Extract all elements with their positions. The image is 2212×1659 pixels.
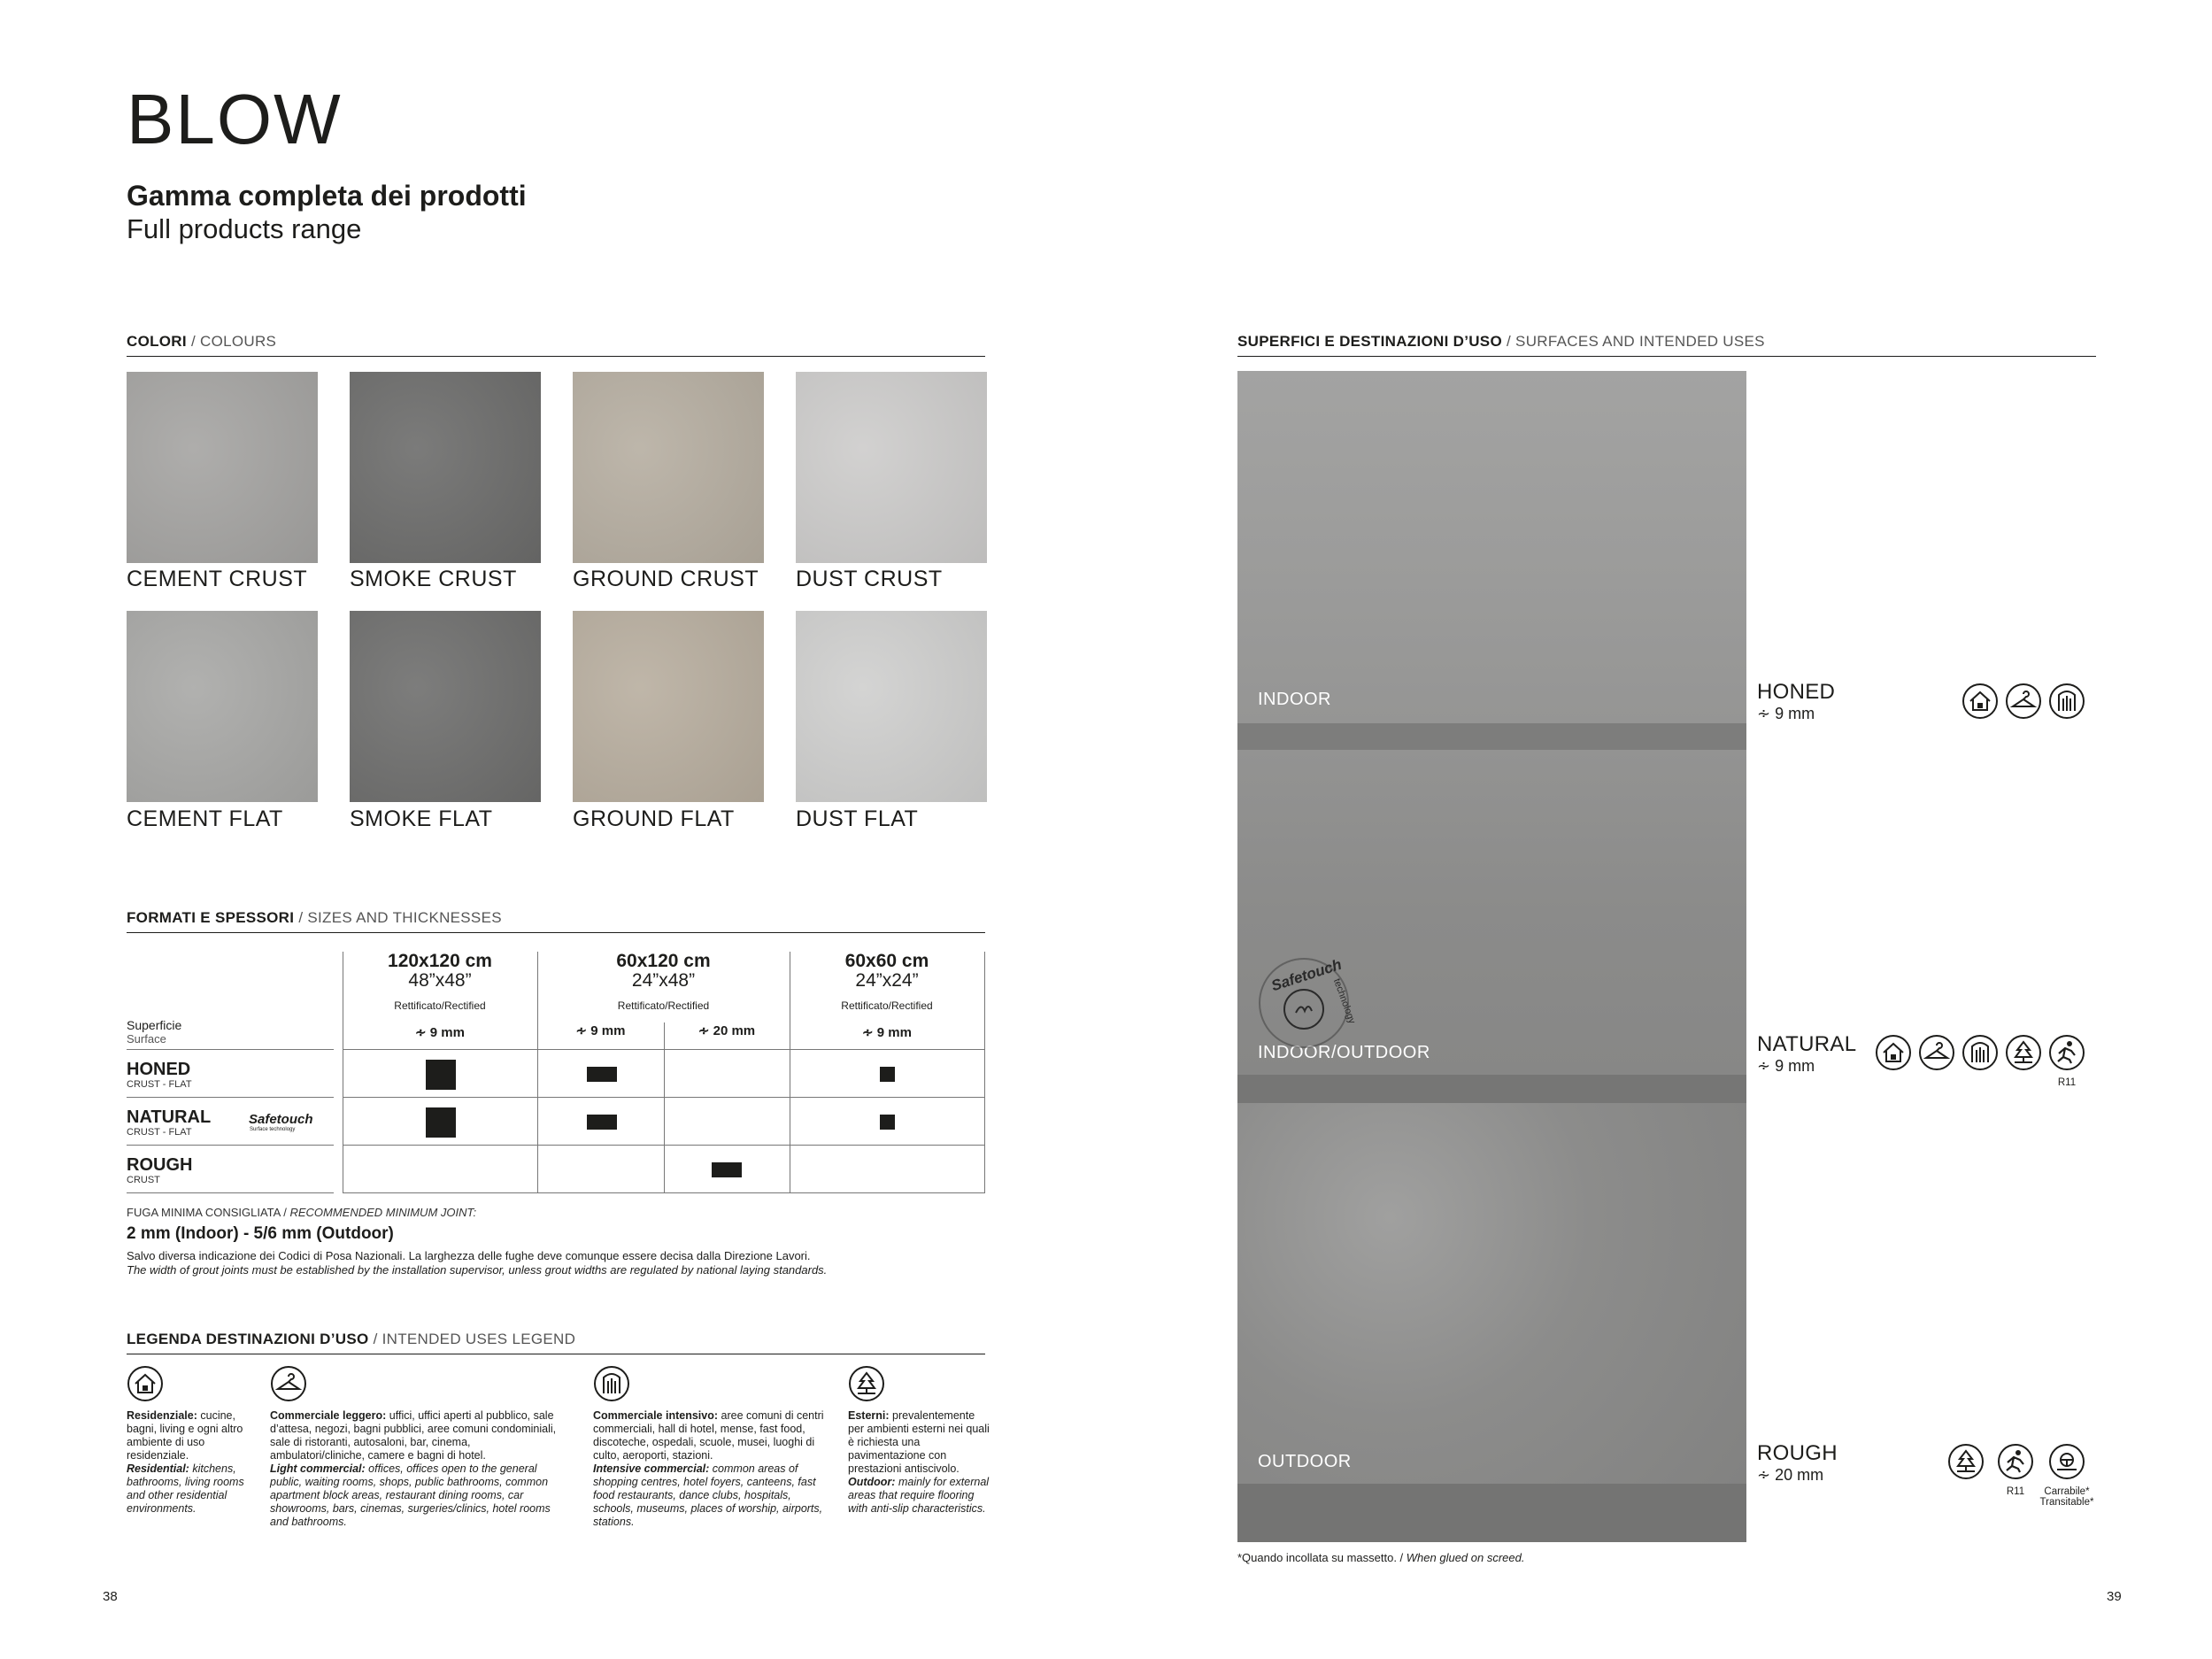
available-mark-honed-60x120-9 bbox=[587, 1067, 617, 1082]
thickness-icon: ∻ bbox=[1757, 705, 1776, 722]
joint-label-it: FUGA MINIMA CONSIGLIATA / bbox=[127, 1206, 287, 1219]
thickness-value: 20 mm bbox=[1775, 1466, 1824, 1484]
legend-residential bbox=[127, 1409, 259, 1516]
surface-photo-edge bbox=[1237, 723, 1746, 750]
transitabile-label: Transitable* bbox=[2039, 1497, 2094, 1508]
table-divider bbox=[343, 1145, 985, 1146]
available-mark-rough-60x120-20 bbox=[712, 1162, 742, 1177]
colours-heading-it: COLORI bbox=[127, 333, 187, 350]
photo-label-indoor: INDOOR bbox=[1258, 690, 1331, 709]
legend-title-it: Esterni: bbox=[848, 1409, 890, 1422]
joint-label bbox=[127, 1206, 476, 1219]
format-size-cm: 60x60 cm bbox=[844, 951, 929, 971]
swatch-label: GROUND FLAT bbox=[573, 806, 735, 831]
available-mark-natural-60x60 bbox=[880, 1115, 895, 1130]
swatch-smoke-crust bbox=[350, 372, 541, 563]
table-divider bbox=[343, 1097, 985, 1098]
row-rough-name: ROUGH bbox=[127, 1155, 193, 1175]
joint-note-en: The width of grout joints must be established by the installation supervisor, unless grout widths are regulated by national laying standards. bbox=[127, 1263, 828, 1277]
table-divider bbox=[984, 952, 985, 1193]
format-column-120x120 bbox=[343, 952, 537, 1040]
legend-heading bbox=[127, 1331, 985, 1354]
safetouch-badge: Safetouch bbox=[249, 1112, 313, 1127]
format-rectified: Rettificato/Rectified bbox=[841, 999, 933, 1013]
row-natural-name: NATURAL bbox=[127, 1107, 212, 1127]
surface-photo-edge bbox=[1237, 1075, 1746, 1103]
thickness-icon: ∻ bbox=[1757, 1057, 1776, 1075]
footnote-it: *Quando incollata su massetto. bbox=[1237, 1551, 1397, 1564]
format-size-in: 48”x48” bbox=[408, 970, 472, 992]
swatch-cement-crust bbox=[127, 372, 318, 563]
swatch-label: DUST FLAT bbox=[796, 806, 919, 831]
swatch-smoke-flat bbox=[350, 611, 541, 802]
joint-label-en: RECOMMENDED MINIMUM JOINT: bbox=[289, 1206, 477, 1219]
surface-name-honed: HONED bbox=[1757, 680, 1836, 704]
legend-text-en: kitchens, bathrooms, living rooms and other residential environments. bbox=[127, 1462, 244, 1515]
format-size-cm: 120x120 cm bbox=[388, 951, 492, 971]
formats-heading-it: FORMATI E SPESSORI bbox=[127, 909, 295, 926]
safetouch-seal-sub: technology bbox=[1330, 976, 1358, 1026]
thickness-header bbox=[664, 1022, 790, 1038]
safetouch-badge-sub: Surface technology bbox=[250, 1127, 296, 1132]
row-rough-sub: CRUST bbox=[127, 1175, 160, 1185]
building-icon bbox=[1962, 1034, 1999, 1071]
surfaces-heading-it: SUPERFICI E DESTINAZIONI D’USO bbox=[1237, 333, 1502, 350]
format-column-60x120 bbox=[537, 952, 790, 1012]
legend-title-en: Light commercial: bbox=[270, 1462, 366, 1475]
tree-icon bbox=[1947, 1443, 1985, 1480]
thickness-value: 9 mm bbox=[429, 1025, 465, 1041]
thickness-icon: ∻ bbox=[415, 1025, 430, 1041]
tree-icon bbox=[2005, 1034, 2042, 1071]
surface-name-rough: ROUGH bbox=[1757, 1441, 1838, 1465]
r-class-rough: R11 bbox=[2006, 1486, 2025, 1497]
format-rectified: Rettificato/Rectified bbox=[617, 999, 710, 1013]
available-mark-natural-60x120-9 bbox=[587, 1115, 617, 1130]
table-divider bbox=[343, 1192, 985, 1193]
legend-text-it: aree comuni di centri commerciali, hall di hotel, mense, fast food, discoteche, ospedali, scuole, musei, luoghi di culto, aeroporti, stazioni. bbox=[593, 1409, 824, 1462]
formats-heading-en: / SIZES AND THICKNESSES bbox=[298, 909, 502, 926]
legend-title-it: Commerciale leggero: bbox=[270, 1409, 387, 1422]
surfaces-heading bbox=[1237, 333, 2096, 357]
format-column-60x60 bbox=[790, 952, 984, 1040]
thickness-value: 9 mm bbox=[590, 1023, 626, 1038]
legend-title-it: Residenziale: bbox=[127, 1409, 197, 1422]
anti-slip-icon bbox=[2048, 1034, 2085, 1071]
thickness-value: 9 mm bbox=[1775, 705, 1815, 722]
building-icon bbox=[593, 1365, 630, 1402]
legend-text-en: offices, offices open to the general public, waiting rooms, shops, public bathrooms, common apartment block areas, restaurant dining rooms, car showrooms, bars, cinemas, surgeries/clinics, hotel rooms and bathrooms. bbox=[270, 1462, 551, 1528]
table-divider bbox=[127, 1097, 334, 1098]
table-divider bbox=[127, 1049, 334, 1050]
surface-label-it: Superficie bbox=[127, 1018, 182, 1032]
thickness-icon: ∻ bbox=[1757, 1466, 1776, 1484]
hanger-icon bbox=[1918, 1034, 1955, 1071]
surface-photo-honed bbox=[1237, 371, 1746, 723]
swatch-label: CEMENT CRUST bbox=[127, 567, 308, 591]
surfaces-heading-en: / SURFACES AND INTENDED USES bbox=[1507, 333, 1765, 350]
safetouch-seal-text: Safetouch bbox=[1268, 955, 1344, 995]
colours-heading bbox=[127, 333, 985, 357]
available-mark-honed-60x60 bbox=[880, 1067, 895, 1082]
thickness-icon: ∻ bbox=[698, 1023, 713, 1038]
r-class-natural: R11 bbox=[2057, 1077, 2077, 1088]
house-icon bbox=[1962, 683, 1999, 720]
tree-icon bbox=[848, 1365, 885, 1402]
hanger-icon bbox=[270, 1365, 307, 1402]
swatch-dust-flat bbox=[796, 611, 987, 802]
swatch-cement-flat bbox=[127, 611, 318, 802]
surface-thickness-natural bbox=[1757, 1057, 1815, 1076]
legend-light-commercial bbox=[270, 1409, 566, 1529]
colours-heading-en: / COLOURS bbox=[190, 333, 277, 350]
thickness-value: 20 mm bbox=[713, 1023, 756, 1038]
joint-value: 2 mm (Indoor) - 5/6 mm (Outdoor) bbox=[127, 1224, 394, 1243]
surface-name-natural: NATURAL bbox=[1757, 1032, 1857, 1056]
photo-label-indoor-outdoor: INDOOR/OUTDOOR bbox=[1258, 1043, 1430, 1062]
legend-title-en: Intensive commercial: bbox=[593, 1462, 710, 1475]
building-icon bbox=[2048, 683, 2085, 720]
table-divider bbox=[343, 1049, 985, 1050]
page-title: BLOW bbox=[127, 80, 343, 158]
swatch-label: CEMENT FLAT bbox=[127, 806, 283, 831]
thickness-icon: ∻ bbox=[862, 1025, 877, 1041]
available-mark-honed-120x120 bbox=[426, 1060, 456, 1090]
house-icon bbox=[1875, 1034, 1912, 1071]
available-mark-natural-120x120 bbox=[426, 1107, 456, 1138]
swatch-label: SMOKE FLAT bbox=[350, 806, 493, 831]
hanger-icon bbox=[2005, 683, 2042, 720]
swatch-label: GROUND CRUST bbox=[573, 567, 759, 591]
swatch-label: DUST CRUST bbox=[796, 567, 943, 591]
footnote-en: When glued on screed. bbox=[1406, 1551, 1525, 1564]
surface-thickness-rough bbox=[1757, 1466, 1823, 1485]
thickness-header bbox=[537, 1022, 664, 1038]
swatch-label: SMOKE CRUST bbox=[350, 567, 517, 591]
subtitle-italian: Gamma completa dei prodotti bbox=[127, 180, 527, 212]
surface-photo-edge bbox=[1237, 1484, 1746, 1542]
surface-photo-rough bbox=[1237, 1103, 1746, 1484]
legend-heading-it: LEGENDA DESTINAZIONI D’USO bbox=[127, 1331, 369, 1347]
legend-text-en: mainly for external areas that require flooring with anti-slip characteristics. bbox=[848, 1476, 990, 1515]
legend-text-it: prevalentemente per ambienti esterni nei quali è richiesta una pavimentazione con prestazioni antiscivolo. bbox=[848, 1409, 990, 1475]
legend-text-en: common areas of shopping centres, hotel foyers, canteens, fast food restaurants, dance clubs, hospitals, schools, museums, places of worship, airports, stations. bbox=[593, 1462, 823, 1528]
thickness-value: 9 mm bbox=[1775, 1057, 1815, 1075]
row-honed-sub: CRUST - FLAT bbox=[127, 1079, 192, 1090]
format-size-in: 24”x24” bbox=[855, 970, 919, 992]
table-divider bbox=[127, 1145, 334, 1146]
thickness-value: 9 mm bbox=[876, 1025, 912, 1041]
joint-note-it: Salvo diversa indicazione dei Codici di Posa Nazionali. La larghezza delle fughe deve comunque essere decisa dalla Direzione Lavori. bbox=[127, 1249, 811, 1262]
legend-intensive-commercial bbox=[593, 1409, 828, 1529]
legend-title-it: Commerciale intensivo: bbox=[593, 1409, 719, 1422]
format-size-cm: 60x120 cm bbox=[616, 951, 711, 971]
format-rectified: Rettificato/Rectified bbox=[394, 999, 486, 1013]
page-number-right: 39 bbox=[2107, 1589, 2122, 1604]
format-size-in: 24”x48” bbox=[631, 970, 696, 992]
house-icon bbox=[127, 1365, 164, 1402]
driveable-icon bbox=[2048, 1443, 2085, 1480]
subtitle-english: Full products range bbox=[127, 213, 362, 244]
legend-text-it: uffici, uffici aperti al pubblico, sale d’attesa, negozi, bagni pubblici, aree comuni condominiali, sale di ristoranti, autosaloni, bar, cinema, ambulatori/cliniche, camere e bagni di hotel. bbox=[270, 1409, 557, 1462]
table-divider bbox=[127, 1192, 334, 1193]
legend-text-it: cucine, bagni, living e ogni altro ambiente di uso residenziale. bbox=[127, 1409, 243, 1462]
row-natural-sub: CRUST - FLAT bbox=[127, 1127, 192, 1138]
page-number-left: 38 bbox=[103, 1589, 118, 1604]
legend-title-en: Outdoor: bbox=[848, 1476, 896, 1488]
table-divider bbox=[664, 1022, 665, 1193]
legend-heading-en: / INTENDED USES LEGEND bbox=[373, 1331, 576, 1347]
anti-slip-icon bbox=[1997, 1443, 2034, 1480]
swatch-ground-crust bbox=[573, 372, 764, 563]
photo-label-outdoor: OUTDOOR bbox=[1258, 1452, 1352, 1471]
formats-heading bbox=[127, 909, 985, 933]
swatch-dust-crust bbox=[796, 372, 987, 563]
row-honed-name: HONED bbox=[127, 1060, 191, 1079]
swatch-ground-flat bbox=[573, 611, 764, 802]
carrabile-label: Carrabile* bbox=[2044, 1486, 2090, 1497]
surfaces-footnote: *Quando incollata su massetto. / When glued on screed. bbox=[1237, 1551, 1525, 1564]
legend-outdoor bbox=[848, 1409, 990, 1516]
surface-thickness-honed bbox=[1757, 705, 1815, 723]
thickness-icon: ∻ bbox=[575, 1023, 591, 1038]
legend-title-en: Residential: bbox=[127, 1462, 189, 1475]
surface-label-en: Surface bbox=[127, 1032, 166, 1046]
